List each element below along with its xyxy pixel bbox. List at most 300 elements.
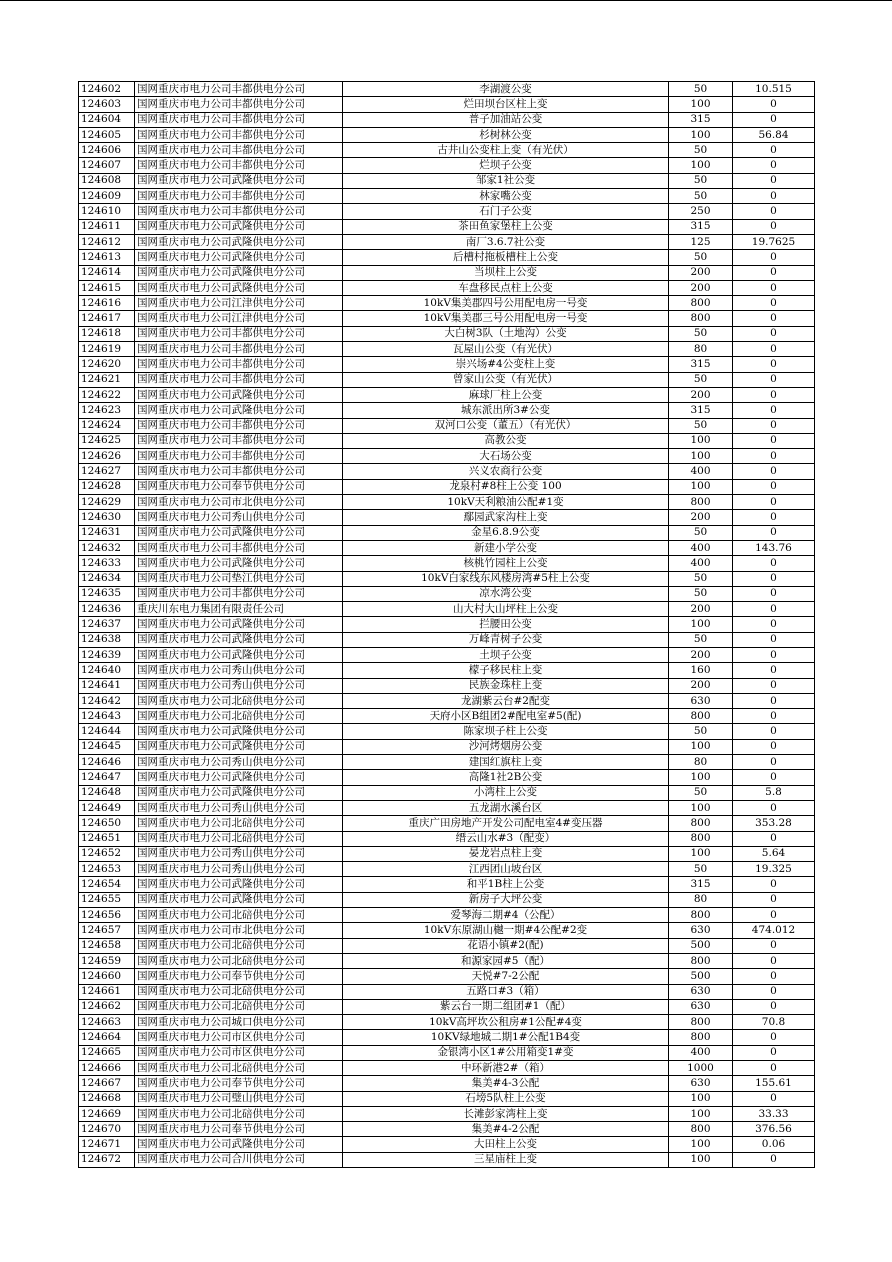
table-row	[79, 265, 815, 280]
capacity-cell: 50	[669, 173, 733, 188]
value-cell: 0	[733, 908, 815, 923]
value-cell: 0	[733, 663, 815, 678]
table-row	[79, 953, 815, 968]
table-row	[79, 1152, 815, 1167]
station-name-cell: 晏龙岩点柱上变	[343, 846, 669, 861]
capacity-cell: 125	[669, 234, 733, 249]
company-cell: 国网重庆市电力公司江津供电分公司	[135, 311, 343, 326]
company-cell: 国网重庆市电力公司北碚供电分公司	[135, 999, 343, 1014]
value-cell: 0	[733, 280, 815, 295]
row-id-cell: 124641	[79, 678, 135, 693]
company-cell: 国网重庆市电力公司丰都供电分公司	[135, 418, 343, 433]
row-id-cell: 124639	[79, 647, 135, 662]
company-cell: 国网重庆市电力公司北碚供电分公司	[135, 938, 343, 953]
capacity-cell: 800	[669, 1030, 733, 1045]
station-name-cell: 陈家坝子柱上公变	[343, 724, 669, 739]
value-cell: 0	[733, 326, 815, 341]
company-cell: 国网重庆市电力公司秀山供电分公司	[135, 755, 343, 770]
value-cell: 0	[733, 739, 815, 754]
capacity-cell: 50	[669, 586, 733, 601]
row-id-cell: 124663	[79, 1015, 135, 1030]
value-cell: 0	[733, 495, 815, 510]
station-name-cell: 后槽村拖板槽柱上公变	[343, 250, 669, 265]
capacity-cell: 100	[669, 158, 733, 173]
value-cell: 0	[733, 678, 815, 693]
station-name-cell: 10kV东原湖山樾一期#4公配#2变	[343, 923, 669, 938]
value-cell: 0	[733, 449, 815, 464]
row-id-cell: 124636	[79, 602, 135, 617]
row-id-cell: 124633	[79, 556, 135, 571]
value-cell: 0	[733, 892, 815, 907]
table-row	[79, 632, 815, 647]
table-row	[79, 143, 815, 158]
table-row	[79, 663, 815, 678]
value-cell: 0	[733, 1045, 815, 1060]
row-id-cell: 124607	[79, 158, 135, 173]
station-name-cell: 双河口公变（董五）（有光伏）	[343, 418, 669, 433]
row-id-cell: 124646	[79, 755, 135, 770]
capacity-cell: 800	[669, 831, 733, 846]
station-name-cell: 建国红旗柱上变	[343, 755, 669, 770]
station-name-cell: 土坝子公变	[343, 647, 669, 662]
capacity-cell: 100	[669, 1091, 733, 1106]
table-row	[79, 969, 815, 984]
capacity-cell: 100	[669, 617, 733, 632]
company-cell: 国网重庆市电力公司丰都供电分公司	[135, 326, 343, 341]
company-cell: 国网重庆市电力公司丰都供电分公司	[135, 112, 343, 127]
station-name-cell: 高教公变	[343, 433, 669, 448]
company-cell: 国网重庆市电力公司武隆供电分公司	[135, 173, 343, 188]
company-cell: 国网重庆市电力公司武隆供电分公司	[135, 724, 343, 739]
capacity-cell: 80	[669, 892, 733, 907]
company-cell: 国网重庆市电力公司北碚供电分公司	[135, 816, 343, 831]
station-name-cell: 天府小区B组团2#配电室#5(配)	[343, 709, 669, 724]
company-cell: 国网重庆市电力公司武隆供电分公司	[135, 219, 343, 234]
table-row	[79, 647, 815, 662]
table-row	[79, 280, 815, 295]
station-name-cell: 和平1B柱上公变	[343, 877, 669, 892]
company-cell: 国网重庆市电力公司北碚供电分公司	[135, 984, 343, 999]
table-row	[79, 479, 815, 494]
table-row	[79, 693, 815, 708]
capacity-cell: 50	[669, 82, 733, 97]
company-cell: 国网重庆市电力公司武隆供电分公司	[135, 632, 343, 647]
table-row	[79, 540, 815, 555]
table-row	[79, 755, 815, 770]
capacity-cell: 800	[669, 495, 733, 510]
station-name-cell: 10kV集美郡四号公用配电房一号变	[343, 296, 669, 311]
capacity-cell: 800	[669, 311, 733, 326]
capacity-cell: 800	[669, 816, 733, 831]
table-row	[79, 586, 815, 601]
company-cell: 国网重庆市电力公司江津供电分公司	[135, 296, 343, 311]
station-name-cell: 紫云台一期二组团#1（配）	[343, 999, 669, 1014]
value-cell: 0	[733, 173, 815, 188]
table-row	[79, 862, 815, 877]
company-cell: 国网重庆市电力公司璧山供电分公司	[135, 1091, 343, 1106]
table-row	[79, 433, 815, 448]
capacity-cell: 200	[669, 387, 733, 402]
capacity-cell: 50	[669, 143, 733, 158]
value-cell: 56.84	[733, 127, 815, 142]
row-id-cell: 124624	[79, 418, 135, 433]
capacity-cell: 100	[669, 479, 733, 494]
value-cell: 0	[733, 586, 815, 601]
value-cell: 0	[733, 709, 815, 724]
table-row	[79, 556, 815, 571]
company-cell: 国网重庆市电力公司北碚供电分公司	[135, 1061, 343, 1076]
table-row	[79, 571, 815, 586]
company-cell: 国网重庆市电力公司武隆供电分公司	[135, 1137, 343, 1152]
table-row	[79, 82, 815, 97]
row-id-cell: 124672	[79, 1152, 135, 1167]
station-name-cell: 曾家山公变（有光伏）	[343, 372, 669, 387]
capacity-cell: 50	[669, 250, 733, 265]
value-cell: 0	[733, 112, 815, 127]
station-name-cell: 10kV白家线东风楼房湾#5柱上公变	[343, 571, 669, 586]
station-name-cell: 中环新港2#（箱）	[343, 1061, 669, 1076]
capacity-cell: 630	[669, 984, 733, 999]
row-id-cell: 124628	[79, 479, 135, 494]
capacity-cell: 200	[669, 602, 733, 617]
capacity-cell: 50	[669, 571, 733, 586]
company-cell: 国网重庆市电力公司北碚供电分公司	[135, 908, 343, 923]
company-cell: 国网重庆市电力公司市北供电分公司	[135, 495, 343, 510]
company-cell: 国网重庆市电力公司丰都供电分公司	[135, 357, 343, 372]
capacity-cell: 315	[669, 219, 733, 234]
table-row	[79, 984, 815, 999]
value-cell: 0	[733, 372, 815, 387]
row-id-cell: 124658	[79, 938, 135, 953]
company-cell: 国网重庆市电力公司合川供电分公司	[135, 1152, 343, 1167]
company-cell: 国网重庆市电力公司丰都供电分公司	[135, 82, 343, 97]
row-id-cell: 124642	[79, 693, 135, 708]
value-cell: 0	[733, 1061, 815, 1076]
capacity-cell: 250	[669, 204, 733, 219]
row-id-cell: 124605	[79, 127, 135, 142]
value-cell: 0	[733, 984, 815, 999]
capacity-cell: 800	[669, 953, 733, 968]
capacity-cell: 50	[669, 418, 733, 433]
company-cell: 国网重庆市电力公司丰都供电分公司	[135, 342, 343, 357]
station-name-cell: 金银湾小区1#公用箱变1#变	[343, 1045, 669, 1060]
row-id-cell: 124621	[79, 372, 135, 387]
company-cell: 国网重庆市电力公司丰都供电分公司	[135, 143, 343, 158]
row-id-cell: 124603	[79, 97, 135, 112]
station-name-cell: 山大村大山坪柱上公变	[343, 602, 669, 617]
company-cell: 国网重庆市电力公司丰都供电分公司	[135, 204, 343, 219]
station-name-cell: 龙湖紫云台#2配变	[343, 693, 669, 708]
row-id-cell: 124638	[79, 632, 135, 647]
station-name-cell: 爱琴海二期#4（公配）	[343, 908, 669, 923]
table-row	[79, 403, 815, 418]
station-name-cell: 10kV高坪坎公租房#1公配#4变	[343, 1015, 669, 1030]
value-cell: 0	[733, 204, 815, 219]
company-cell: 国网重庆市电力公司武隆供电分公司	[135, 265, 343, 280]
company-cell: 国网重庆市电力公司丰都供电分公司	[135, 449, 343, 464]
table-row	[79, 1076, 815, 1091]
row-id-cell: 124610	[79, 204, 135, 219]
table-row	[79, 617, 815, 632]
row-id-cell: 124637	[79, 617, 135, 632]
value-cell: 0	[733, 877, 815, 892]
row-id-cell: 124630	[79, 510, 135, 525]
table-row	[79, 234, 815, 249]
table-row	[79, 602, 815, 617]
company-cell: 国网重庆市电力公司武隆供电分公司	[135, 234, 343, 249]
station-name-cell: 鄢园武家沟柱上变	[343, 510, 669, 525]
company-cell: 国网重庆市电力公司垫江供电分公司	[135, 571, 343, 586]
row-id-cell: 124659	[79, 953, 135, 968]
capacity-cell: 400	[669, 540, 733, 555]
value-cell: 0	[733, 464, 815, 479]
table-row	[79, 846, 815, 861]
value-cell: 0	[733, 189, 815, 204]
station-name-cell: 拦腰田公变	[343, 617, 669, 632]
station-name-cell: 崇兴场#4公变柱上变	[343, 357, 669, 372]
row-id-cell: 124664	[79, 1030, 135, 1045]
value-cell: 0	[733, 693, 815, 708]
company-cell: 国网重庆市电力公司丰都供电分公司	[135, 127, 343, 142]
table-row	[79, 785, 815, 800]
value-cell: 0	[733, 1091, 815, 1106]
station-name-cell: 10kV天利粮油公配#1变	[343, 495, 669, 510]
station-name-cell: 10KV绿地城二期1#公配1B4变	[343, 1030, 669, 1045]
station-name-cell: 集美#4-3公配	[343, 1076, 669, 1091]
company-cell: 国网重庆市电力公司奉节供电分公司	[135, 1122, 343, 1137]
value-cell: 353.28	[733, 816, 815, 831]
value-cell: 0	[733, 632, 815, 647]
company-cell: 国网重庆市电力公司武隆供电分公司	[135, 250, 343, 265]
value-cell: 0.06	[733, 1137, 815, 1152]
station-name-cell: 李湖渡公变	[343, 82, 669, 97]
row-id-cell: 124644	[79, 724, 135, 739]
page-top-rule	[0, 0, 892, 1]
value-cell: 0	[733, 311, 815, 326]
station-name-cell: 邹家1社公变	[343, 173, 669, 188]
station-name-cell: 烂坝子公变	[343, 158, 669, 173]
capacity-cell: 200	[669, 280, 733, 295]
station-name-cell: 沙河烤烟房公变	[343, 739, 669, 754]
value-cell: 0	[733, 755, 815, 770]
station-name-cell: 茶田鱼家堡柱上公变	[343, 219, 669, 234]
value-cell: 0	[733, 418, 815, 433]
company-cell: 国网重庆市电力公司北碚供电分公司	[135, 709, 343, 724]
value-cell: 0	[733, 387, 815, 402]
company-cell: 国网重庆市电力公司武隆供电分公司	[135, 785, 343, 800]
value-cell: 0	[733, 479, 815, 494]
table-body	[79, 82, 815, 1168]
table-row	[79, 678, 815, 693]
row-id-cell: 124650	[79, 816, 135, 831]
capacity-cell: 200	[669, 647, 733, 662]
row-id-cell: 124665	[79, 1045, 135, 1060]
capacity-cell: 50	[669, 785, 733, 800]
row-id-cell: 124652	[79, 846, 135, 861]
table-row	[79, 1137, 815, 1152]
capacity-cell: 50	[669, 326, 733, 341]
value-cell: 376.56	[733, 1122, 815, 1137]
table-row	[79, 831, 815, 846]
row-id-cell: 124618	[79, 326, 135, 341]
value-cell: 0	[733, 831, 815, 846]
station-name-cell: 五龙湖水溪台区	[343, 800, 669, 815]
row-id-cell: 124608	[79, 173, 135, 188]
company-cell: 国网重庆市电力公司奉节供电分公司	[135, 969, 343, 984]
table-row	[79, 1030, 815, 1045]
data-table	[78, 81, 815, 1168]
station-name-cell: 五路口#3（箱）	[343, 984, 669, 999]
company-cell: 国网重庆市电力公司秀山供电分公司	[135, 510, 343, 525]
row-id-cell: 124660	[79, 969, 135, 984]
capacity-cell: 100	[669, 1152, 733, 1167]
table-row	[79, 1122, 815, 1137]
value-cell: 0	[733, 357, 815, 372]
value-cell: 0	[733, 403, 815, 418]
value-cell: 0	[733, 571, 815, 586]
value-cell: 5.64	[733, 846, 815, 861]
table-row	[79, 1061, 815, 1076]
row-id-cell: 124657	[79, 923, 135, 938]
capacity-cell: 315	[669, 112, 733, 127]
company-cell: 国网重庆市电力公司丰都供电分公司	[135, 540, 343, 555]
row-id-cell: 124662	[79, 999, 135, 1014]
table-row	[79, 709, 815, 724]
capacity-cell: 200	[669, 265, 733, 280]
table-row	[79, 387, 815, 402]
row-id-cell: 124651	[79, 831, 135, 846]
row-id-cell: 124614	[79, 265, 135, 280]
table-row	[79, 510, 815, 525]
capacity-cell: 200	[669, 510, 733, 525]
capacity-cell: 500	[669, 969, 733, 984]
table-row	[79, 908, 815, 923]
table-row	[79, 204, 815, 219]
station-name-cell: 重庆广田房地产开发公司配电室4#变压器	[343, 816, 669, 831]
station-name-cell: 和源家园#5（配）	[343, 953, 669, 968]
table-row	[79, 189, 815, 204]
value-cell: 0	[733, 556, 815, 571]
company-cell: 国网重庆市电力公司秀山供电分公司	[135, 678, 343, 693]
row-id-cell: 124627	[79, 464, 135, 479]
company-cell: 国网重庆市电力公司武隆供电分公司	[135, 556, 343, 571]
value-cell: 0	[733, 724, 815, 739]
capacity-cell: 800	[669, 709, 733, 724]
capacity-cell: 160	[669, 663, 733, 678]
company-cell: 国网重庆市电力公司武隆供电分公司	[135, 387, 343, 402]
capacity-cell: 800	[669, 1122, 733, 1137]
value-cell: 0	[733, 219, 815, 234]
company-cell: 国网重庆市电力公司武隆供电分公司	[135, 403, 343, 418]
station-name-cell: 石塝5队柱上公变	[343, 1091, 669, 1106]
company-cell: 国网重庆市电力公司北碚供电分公司	[135, 831, 343, 846]
value-cell: 70.8	[733, 1015, 815, 1030]
station-name-cell: 新房子大坪公变	[343, 892, 669, 907]
capacity-cell: 400	[669, 1045, 733, 1060]
value-cell: 0	[733, 250, 815, 265]
capacity-cell: 800	[669, 1015, 733, 1030]
table-row	[79, 127, 815, 142]
row-id-cell: 124635	[79, 586, 135, 601]
value-cell: 0	[733, 969, 815, 984]
value-cell: 0	[733, 97, 815, 112]
company-cell: 国网重庆市电力公司武隆供电分公司	[135, 647, 343, 662]
company-cell: 国网重庆市电力公司武隆供电分公司	[135, 525, 343, 540]
station-name-cell: 城东派出所3#公变	[343, 403, 669, 418]
station-name-cell: 兴义农商行公变	[343, 464, 669, 479]
row-id-cell: 124648	[79, 785, 135, 800]
table-row	[79, 97, 815, 112]
capacity-cell: 100	[669, 1106, 733, 1121]
capacity-cell: 100	[669, 449, 733, 464]
value-cell: 5.8	[733, 785, 815, 800]
capacity-cell: 80	[669, 342, 733, 357]
table-row	[79, 877, 815, 892]
company-cell: 国网重庆市电力公司丰都供电分公司	[135, 586, 343, 601]
station-name-cell: 车盘移民点柱上公变	[343, 280, 669, 295]
station-name-cell: 檬子移民柱上变	[343, 663, 669, 678]
row-id-cell: 124645	[79, 739, 135, 754]
station-name-cell: 杉树林公变	[343, 127, 669, 142]
table-row	[79, 999, 815, 1014]
capacity-cell: 315	[669, 357, 733, 372]
row-id-cell: 124667	[79, 1076, 135, 1091]
capacity-cell: 100	[669, 97, 733, 112]
table-row	[79, 495, 815, 510]
row-id-cell: 124609	[79, 189, 135, 204]
table-row	[79, 724, 815, 739]
station-name-cell: 麻球厂柱上公变	[343, 387, 669, 402]
capacity-cell: 50	[669, 372, 733, 387]
station-name-cell: 江西团山坡台区	[343, 862, 669, 877]
company-cell: 国网重庆市电力公司秀山供电分公司	[135, 800, 343, 815]
station-name-cell: 小湾柱上公变	[343, 785, 669, 800]
table-row	[79, 1015, 815, 1030]
table-row	[79, 1106, 815, 1121]
value-cell: 0	[733, 433, 815, 448]
table-row	[79, 464, 815, 479]
station-name-cell: 长滩彭家湾柱上变	[343, 1106, 669, 1121]
table-row	[79, 342, 815, 357]
station-name-cell: 大石场公变	[343, 449, 669, 464]
station-name-cell: 民族金珠柱上变	[343, 678, 669, 693]
company-cell: 国网重庆市电力公司秀山供电分公司	[135, 862, 343, 877]
row-id-cell: 124671	[79, 1137, 135, 1152]
value-cell: 10.515	[733, 82, 815, 97]
company-cell: 国网重庆市电力公司北碚供电分公司	[135, 693, 343, 708]
station-name-cell: 大田柱上公变	[343, 1137, 669, 1152]
row-id-cell: 124623	[79, 403, 135, 418]
company-cell: 国网重庆市电力公司丰都供电分公司	[135, 372, 343, 387]
row-id-cell: 124632	[79, 540, 135, 555]
value-cell: 0	[733, 770, 815, 785]
station-name-cell: 金星6.8.9公变	[343, 525, 669, 540]
company-cell: 国网重庆市电力公司丰都供电分公司	[135, 158, 343, 173]
table-row	[79, 326, 815, 341]
capacity-cell: 400	[669, 464, 733, 479]
table-row	[79, 449, 815, 464]
table-row	[79, 173, 815, 188]
station-name-cell: 新建小学公变	[343, 540, 669, 555]
table-row	[79, 1091, 815, 1106]
company-cell: 国网重庆市电力公司秀山供电分公司	[135, 846, 343, 861]
table-row	[79, 739, 815, 754]
station-name-cell: 三星庙柱上变	[343, 1152, 669, 1167]
value-cell: 19.325	[733, 862, 815, 877]
station-name-cell: 凉水湾公变	[343, 586, 669, 601]
capacity-cell: 100	[669, 127, 733, 142]
capacity-cell: 630	[669, 693, 733, 708]
